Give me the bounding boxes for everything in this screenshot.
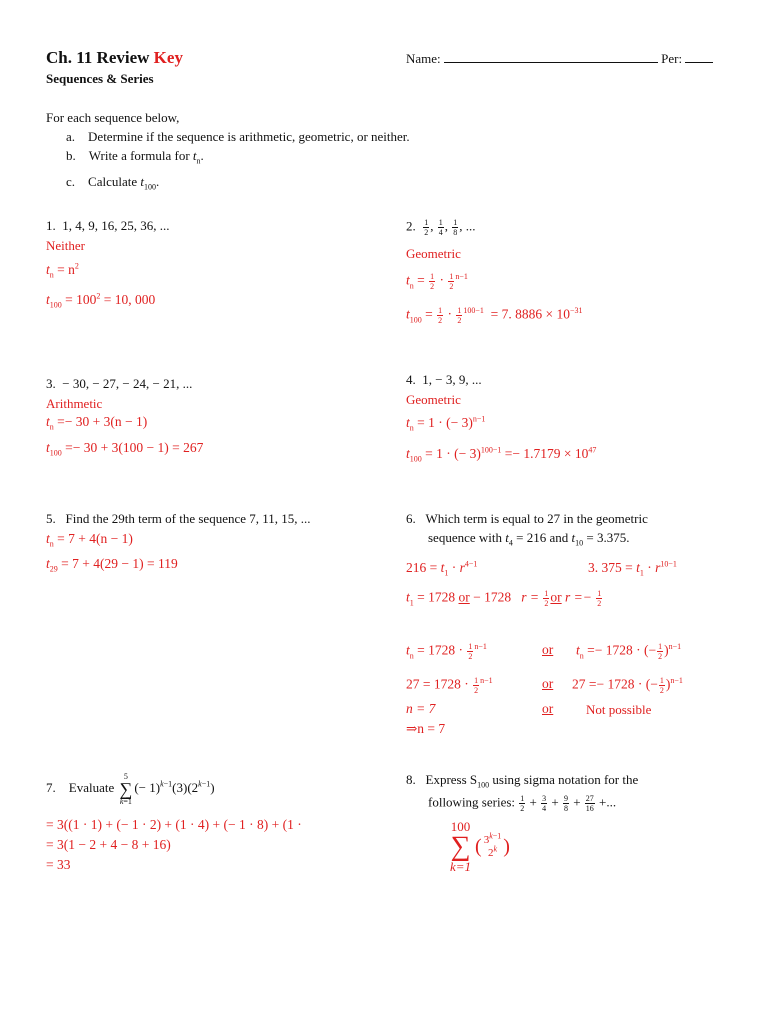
problem-6-eq1: $216 = t_1 \cdot r^{4-1}$ [406,559,478,578]
problem-6-not-possible: Not possible [586,702,652,717]
problem-6-question-line2: sequence with $t_4 = 216$ and $t_{10} = 3.375$. [428,530,630,548]
problem-1-type: Neither [46,238,85,253]
title-key: Key [153,48,183,67]
instructions-intro: For each sequence below, [46,110,180,125]
problem-6-n-eq: n = 7 [406,701,436,716]
page-subtitle: Sequences & Series [46,71,154,86]
problem-5-t29: $t_{29} = 7 + 4(29 - 1) = 119$ [46,556,178,574]
problem-1-formula: $t_n = n^2$ [46,261,79,280]
instruction-c: c. Calculate $t_{100}$. [66,174,160,192]
instruction-a: a. Determine if the sequence is arithmetic, geometric, or neither. [66,129,410,144]
problem-2-type: Geometric [406,246,461,261]
problem-1-t100: $t_{100} = 100^2 = 10$, 000 [46,291,156,310]
problem-1-question: 1. 1, 4, 9, 16, 25, 36, ... [46,218,170,233]
title-text: Ch. 11 Review [46,48,150,67]
problem-7-line1: = 3((1 · 1) + (− 1 · 2) + (1 · 4) + (− 1 · 8) + (1 · [46,817,302,832]
problem-2-formula: $t_n$ = $\frac{1}{2}$ · $\frac{1}{2}$ $^{n-1}$ [406,272,468,291]
problem-5-formula: $t_n = 7 + 4(n - 1)$ [46,531,133,549]
problem-6-27-positive: 27 = 1728 · $\frac{1}{2}$ $^{n-1}$ [406,676,493,695]
problem-3-formula: $t_n =- 30 + 3(n - 1)$ [46,414,148,432]
page-title [46,48,183,68]
period-field[interactable] [685,51,713,63]
problem-3-type: Arithmetic [46,396,103,411]
problem-3-question: 3. − 30, − 27, − 24, − 21, ... [46,376,193,391]
problem-6-27-negative: 27 =− 1728 · (− $\frac{1}{2}$ )$^{n-1}$ [572,676,683,695]
problem-6-or-3: or [542,701,554,716]
problem-2-question: 2. $\frac{1}{2}$ , $\frac{1}{4}$ , $\frac{1}{8}$ , ... [406,218,476,237]
problem-7-line3: = 33 [46,857,71,872]
problem-8-question-line2: following series: $\frac{1}{2}$ + $\frac{3}{4}$ + $\frac{9}{8}$ + $\frac{27}{16}$ +... [428,794,617,813]
name-per-line [406,51,713,67]
problem-6-eq2: 3. $375 = t_1 \cdot r^{10-1}$ [588,559,677,578]
problem-8-answer: 100 ∑ k=1 ( $3^{k-1}$ 2$^k$ ) [450,819,510,874]
per-label: Per: [661,51,683,66]
problem-6-or-2: or [542,676,554,691]
name-field[interactable] [444,51,658,63]
problem-4-t100: $t_{100} = 1$ · (− $3)^{100-1} =- 1.7179 \times 10^{47}$ [406,445,597,464]
problem-6-tn-negative: $t_n =- 1728$ · (− $\frac{1}{2}$ )$^{n-1}$ [576,642,682,661]
problem-2-t100: $t_{100}$ = $\frac{1}{2}$ · $\frac{1}{2}$ $^{100-1}$ = 7. $8886 \times 10^{-31}$ [406,306,583,325]
problem-6-or-1: or [542,642,554,657]
problem-7-question: 7. Evaluate 5 ∑ $k=1(- 1)^{k-1}(3)(2^{k-1})$ [46,772,215,806]
problem-6-question-line1: 6. Which term is equal to 27 in the geometric [406,511,648,526]
problem-4-question: 4. 1, − 3, 9, ... [406,372,482,387]
problem-5-question: 5. Find the 29th term of the sequence 7, 11, 15, ... [46,511,311,526]
problem-6-conclusion: ⇒n = 7 [406,721,446,736]
instruction-b: b. Write a formula for $t_n$. [66,148,204,166]
name-label: Name: [406,51,441,66]
problem-6-t1-r: $t_1 = 1728$ or − 1728 r = $\frac{1}{2}$ or r =− $\frac{1}{2}$ [406,589,602,608]
problem-3-t100: $t_{100} =- 30 + 3(100 - 1) = 267$ [46,440,204,458]
problem-4-formula: $t_n = 1$ · (− 3)$^{n-1}$ [406,414,486,433]
problem-8-question-line1: 8. Express $S_{100}$ using sigma notation for the [406,772,639,790]
problem-7-line2: = 3(1 − 2 + 4 − 8 + 16) [46,837,171,852]
problem-4-type: Geometric [406,392,461,407]
problem-6-tn-positive: $t_n = 1728$ · $\frac{1}{2}$ $^{n-1}$ [406,642,487,661]
sigma-symbol: 5 ∑ k=1 [119,772,133,806]
sigma-symbol-large: 100 ∑ k=1 [450,819,472,874]
